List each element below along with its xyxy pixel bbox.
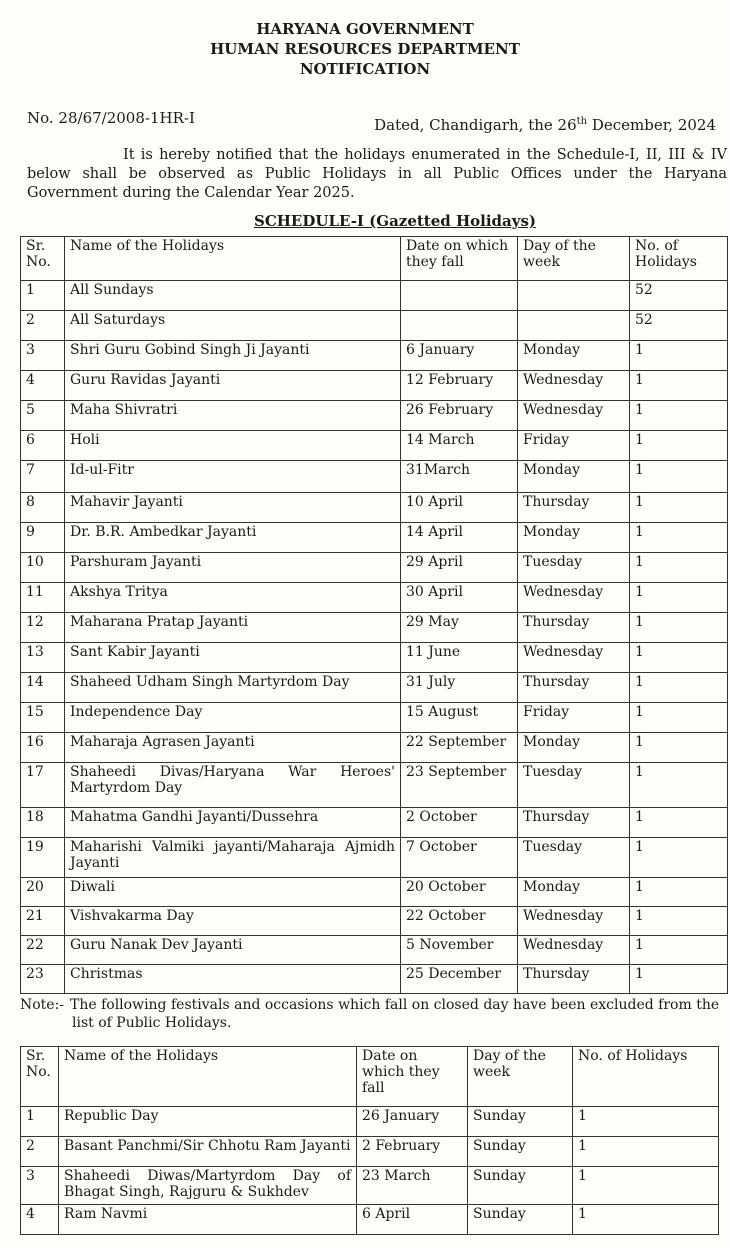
t1-header-count: No. of Holidays <box>630 237 728 281</box>
table-row <box>21 643 728 673</box>
cell-count: 1 <box>630 431 728 461</box>
cell-sr: 17 <box>21 763 65 808</box>
cell-name: Maharana Pratap Jayanti <box>65 613 401 643</box>
cell-name: Maha Shivratri <box>65 401 401 431</box>
cell-count: 1 <box>630 936 728 965</box>
cell-date: 29 April <box>401 553 518 583</box>
cell-count: 1 <box>630 493 728 523</box>
cell-date: 31March <box>401 461 518 493</box>
cell-day <box>518 311 630 341</box>
table-row <box>21 461 728 493</box>
cell-name: Akshya Tritya <box>65 583 401 613</box>
cell-day: Monday <box>518 341 630 371</box>
t2-header-day: Day of the week <box>468 1047 573 1107</box>
cell-name: All Saturdays <box>65 311 401 341</box>
cell-name: Dr. B.R. Ambedkar Jayanti <box>65 523 401 553</box>
cell-name: Independence Day <box>65 703 401 733</box>
cell-count: 1 <box>630 341 728 371</box>
cell-sr: 18 <box>21 808 65 838</box>
table-row <box>21 673 728 703</box>
cell-date: 26 January <box>357 1107 468 1137</box>
cell-date: 5 November <box>401 936 518 965</box>
cell-date: 10 April <box>401 493 518 523</box>
cell-day: Sunday <box>468 1167 573 1205</box>
cell-count: 1 <box>630 808 728 838</box>
cell-day: Sunday <box>468 1107 573 1137</box>
t1-header-date: Date on which they fall <box>401 237 518 281</box>
cell-sr: 11 <box>21 583 65 613</box>
cell-count: 1 <box>630 838 728 878</box>
cell-date: 6 April <box>357 1205 468 1235</box>
cell-sr: 1 <box>21 1107 59 1137</box>
cell-count: 1 <box>630 643 728 673</box>
cell-sr: 22 <box>21 936 65 965</box>
header-line-2: HUMAN RESOURCES DEPARTMENT <box>210 40 520 58</box>
cell-day <box>518 281 630 311</box>
t1-header-row <box>21 237 728 281</box>
cell-day: Thursday <box>518 493 630 523</box>
cell-day: Wednesday <box>518 401 630 431</box>
cell-day: Monday <box>518 733 630 763</box>
cell-count: 1 <box>573 1137 719 1167</box>
cell-day: Wednesday <box>518 907 630 936</box>
dated-line <box>374 116 716 134</box>
t2-header-row <box>21 1047 719 1107</box>
cell-sr: 2 <box>21 311 65 341</box>
table-row <box>21 1205 719 1235</box>
table-row <box>21 371 728 401</box>
cell-date: 12 February <box>401 371 518 401</box>
cell-date: 20 October <box>401 878 518 907</box>
header-line-1: HARYANA GOVERNMENT <box>256 20 474 38</box>
cell-sr: 3 <box>21 1167 59 1205</box>
note-line-2: list of Public Holidays. <box>72 1015 232 1031</box>
dated-prefix: Dated, Chandigarh, the 26 <box>374 116 577 134</box>
schedule-1-title: SCHEDULE-I (Gazetted Holidays) <box>253 212 537 230</box>
cell-day: Monday <box>518 461 630 493</box>
table-row <box>21 703 728 733</box>
table-row <box>21 613 728 643</box>
cell-sr: 7 <box>21 461 65 493</box>
cell-date: 31 July <box>401 673 518 703</box>
cell-sr: 19 <box>21 838 65 878</box>
cell-sr: 21 <box>21 907 65 936</box>
cell-day: Thursday <box>518 808 630 838</box>
cell-date: 7 October <box>401 838 518 878</box>
cell-sr: 23 <box>21 965 65 994</box>
cell-sr: 2 <box>21 1137 59 1167</box>
cell-name: Mahatma Gandhi Jayanti/Dussehra <box>65 808 401 838</box>
cell-count: 1 <box>630 583 728 613</box>
table-row <box>21 838 728 878</box>
table-row <box>21 907 728 936</box>
t1-header-sr: Sr. No. <box>21 237 65 281</box>
cell-date: 14 April <box>401 523 518 553</box>
cell-date: 23 September <box>401 763 518 808</box>
intro-paragraph <box>27 146 727 203</box>
table-row <box>21 878 728 907</box>
cell-date: 2 February <box>357 1137 468 1167</box>
table-row <box>21 808 728 838</box>
cell-name: Mahavir Jayanti <box>65 493 401 523</box>
cell-sr: 20 <box>21 878 65 907</box>
t2-header-count: No. of Holidays <box>573 1047 719 1107</box>
intro-text: It is hereby notified that the holidays enumerated in the Schedule-I, II, III & IV below shall be observed as Public Holidays in all Public Offices under the Haryana Government during the Calendar Year 2025. <box>27 147 727 201</box>
t2-header-name: Name of the Holidays <box>59 1047 357 1107</box>
cell-name: Holi <box>65 431 401 461</box>
cell-sr: 3 <box>21 341 65 371</box>
note-line-1: The following festivals and occasions which fall on closed day have been excluded from the <box>70 997 720 1013</box>
cell-count: 1 <box>630 371 728 401</box>
cell-count: 1 <box>573 1205 719 1235</box>
cell-day: Tuesday <box>518 763 630 808</box>
cell-day: Tuesday <box>518 553 630 583</box>
cell-date: 15 August <box>401 703 518 733</box>
cell-day: Wednesday <box>518 936 630 965</box>
cell-date: 26 February <box>401 401 518 431</box>
cell-day: Friday <box>518 431 630 461</box>
cell-name: Republic Day <box>59 1107 357 1137</box>
cell-sr: 4 <box>21 1205 59 1235</box>
cell-name: Shaheedi Diwas/Martyrdom Day of Bhagat Singh, Rajguru & Sukhdev <box>59 1167 357 1205</box>
table-row <box>21 553 728 583</box>
cell-sr: 12 <box>21 613 65 643</box>
cell-sr: 13 <box>21 643 65 673</box>
cell-sr: 5 <box>21 401 65 431</box>
table-row <box>21 1137 719 1167</box>
cell-count: 1 <box>630 523 728 553</box>
cell-sr: 15 <box>21 703 65 733</box>
cell-count: 1 <box>573 1107 719 1137</box>
cell-day: Thursday <box>518 673 630 703</box>
excluded-holidays-table <box>20 1046 719 1235</box>
table-row <box>21 965 728 994</box>
cell-name: Vishvakarma Day <box>65 907 401 936</box>
cell-day: Thursday <box>518 613 630 643</box>
cell-sr: 16 <box>21 733 65 763</box>
table-row <box>21 311 728 341</box>
cell-day: Wednesday <box>518 583 630 613</box>
cell-name: Guru Ravidas Jayanti <box>65 371 401 401</box>
cell-name: Guru Nanak Dev Jayanti <box>65 936 401 965</box>
cell-count: 1 <box>630 763 728 808</box>
table-row <box>21 583 728 613</box>
table-row <box>21 431 728 461</box>
cell-name: Christmas <box>65 965 401 994</box>
cell-count: 1 <box>573 1167 719 1205</box>
t1-header-name: Name of the Holidays <box>65 237 401 281</box>
table-row <box>21 1107 719 1137</box>
cell-count: 1 <box>630 613 728 643</box>
t1-header-day: Day of the week <box>518 237 630 281</box>
cell-date: 22 October <box>401 907 518 936</box>
reference-number: No. 28/67/2008-1HR-I <box>27 109 195 127</box>
cell-sr: 9 <box>21 523 65 553</box>
table-row <box>21 936 728 965</box>
cell-count: 1 <box>630 673 728 703</box>
cell-date <box>401 311 518 341</box>
cell-date: 14 March <box>401 431 518 461</box>
cell-count: 1 <box>630 401 728 431</box>
cell-count: 1 <box>630 965 728 994</box>
note-label: Note:- <box>20 997 65 1013</box>
table-row <box>21 733 728 763</box>
cell-date <box>401 281 518 311</box>
cell-count: 1 <box>630 733 728 763</box>
table-row <box>21 1167 719 1205</box>
cell-day: Wednesday <box>518 643 630 673</box>
cell-count: 52 <box>630 281 728 311</box>
cell-date: 2 October <box>401 808 518 838</box>
cell-name: Diwali <box>65 878 401 907</box>
cell-day: Monday <box>518 523 630 553</box>
table-row <box>21 493 728 523</box>
cell-date: 22 September <box>401 733 518 763</box>
cell-date: 11 June <box>401 643 518 673</box>
t2-header-sr: Sr. No. <box>21 1047 59 1107</box>
cell-day: Monday <box>518 878 630 907</box>
cell-count: 1 <box>630 907 728 936</box>
cell-date: 29 May <box>401 613 518 643</box>
t2-header-date: Date on which they fall <box>357 1047 468 1107</box>
cell-sr: 8 <box>21 493 65 523</box>
dated-sup: th <box>576 116 588 127</box>
cell-count: 1 <box>630 878 728 907</box>
cell-name: All Sundays <box>65 281 401 311</box>
cell-name: Basant Panchmi/Sir Chhotu Ram Jayanti <box>59 1137 357 1167</box>
cell-day: Thursday <box>518 965 630 994</box>
cell-count: 1 <box>630 461 728 493</box>
cell-name: Ram Navmi <box>59 1205 357 1235</box>
cell-sr: 4 <box>21 371 65 401</box>
cell-date: 30 April <box>401 583 518 613</box>
header-line-3: NOTIFICATION <box>299 60 431 78</box>
cell-name: Shaheedi Divas/Haryana War Heroes' Martyrdom Day <box>65 763 401 808</box>
dated-suffix: December, 2024 <box>587 116 716 134</box>
cell-day: Wednesday <box>518 371 630 401</box>
cell-count: 1 <box>630 703 728 733</box>
table-row <box>21 401 728 431</box>
table-row <box>21 763 728 808</box>
table-row <box>21 523 728 553</box>
cell-date: 25 December <box>401 965 518 994</box>
cell-name: Maharishi Valmiki jayanti/Maharaja Ajmidh Jayanti <box>65 838 401 878</box>
cell-sr: 6 <box>21 431 65 461</box>
cell-count: 1 <box>630 553 728 583</box>
table-row <box>21 341 728 371</box>
cell-date: 23 March <box>357 1167 468 1205</box>
cell-sr: 10 <box>21 553 65 583</box>
cell-day: Friday <box>518 703 630 733</box>
cell-count: 52 <box>630 311 728 341</box>
cell-date: 6 January <box>401 341 518 371</box>
cell-name: Shri Guru Gobind Singh Ji Jayanti <box>65 341 401 371</box>
cell-name: Id-ul-Fitr <box>65 461 401 493</box>
cell-day: Sunday <box>468 1137 573 1167</box>
schedule-1-table <box>20 236 728 994</box>
cell-name: Maharaja Agrasen Jayanti <box>65 733 401 763</box>
cell-sr: 14 <box>21 673 65 703</box>
cell-name: Parshuram Jayanti <box>65 553 401 583</box>
cell-sr: 1 <box>21 281 65 311</box>
table-row <box>21 281 728 311</box>
cell-day: Sunday <box>468 1205 573 1235</box>
cell-day: Tuesday <box>518 838 630 878</box>
cell-name: Sant Kabir Jayanti <box>65 643 401 673</box>
note <box>20 996 720 1032</box>
cell-name: Shaheed Udham Singh Martyrdom Day <box>65 673 401 703</box>
